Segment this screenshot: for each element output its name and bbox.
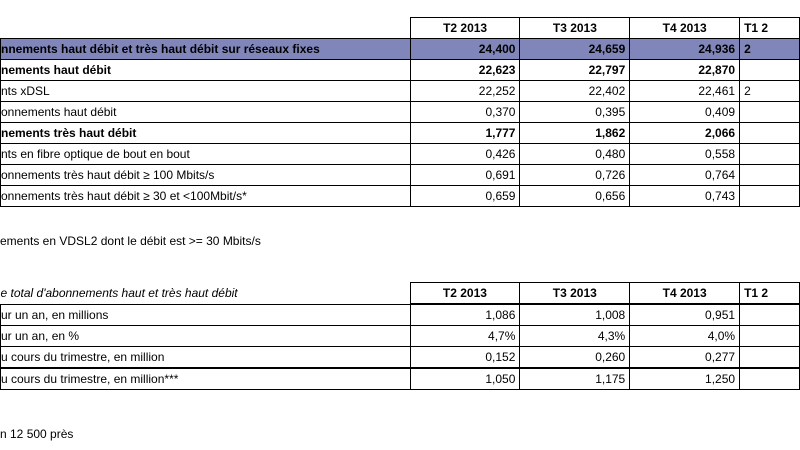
cell-value: 1,050 [410, 368, 520, 390]
row-label: onnements très haut débit ≥ 100 Mbits/s [1, 165, 411, 186]
column-header: T2 2013 [410, 18, 520, 39]
cell-value: 22,252 [410, 81, 520, 102]
cell-value: 0,951 [630, 304, 740, 326]
table-row [1, 81, 800, 102]
header-blank-cell [1, 18, 411, 39]
cell-value: 0,691 [410, 165, 520, 186]
cell-value: 22,870 [630, 60, 740, 81]
row-label: nements très haut débit [1, 123, 411, 144]
table-row [1, 186, 800, 207]
column-header: T1 2 [740, 18, 800, 39]
row-label: nements haut débit [1, 60, 411, 81]
cell-value: 0,426 [410, 144, 520, 165]
table-header-row [1, 283, 800, 305]
cell-value [740, 60, 800, 81]
cell-value [740, 144, 800, 165]
cell-value: 4,7% [410, 326, 520, 347]
cell-value: 0,726 [520, 165, 630, 186]
cell-value: 24,400 [410, 39, 520, 60]
cell-value: 1,008 [520, 304, 630, 326]
cell-value: 0,260 [520, 347, 630, 369]
table-row [1, 102, 800, 123]
cell-value [740, 347, 800, 369]
cell-value: 2 [740, 81, 800, 102]
cell-value [740, 326, 800, 347]
cell-value: 1,862 [520, 123, 630, 144]
cell-value: 22,797 [520, 60, 630, 81]
row-label: nts en fibre optique de bout en bout [1, 144, 411, 165]
table-row [1, 326, 800, 347]
table2-heading: e total d'abonnements haut et très haut débit [0, 286, 238, 300]
cell-value [740, 123, 800, 144]
cell-value: 22,461 [630, 81, 740, 102]
cell-value: 0,409 [630, 102, 740, 123]
cell-value: 22,623 [410, 60, 520, 81]
table-row [1, 39, 800, 60]
subscriptions-table [0, 17, 800, 207]
table-row [1, 165, 800, 186]
cell-value: 1,086 [410, 304, 520, 326]
cell-value [740, 186, 800, 207]
growth-table [0, 282, 800, 390]
column-header: T4 2013 [630, 18, 740, 39]
cell-value: 0,277 [630, 347, 740, 369]
cell-value [740, 102, 800, 123]
cell-value: 1,777 [410, 123, 520, 144]
cell-value: 0,152 [410, 347, 520, 369]
column-header: T1 2 [740, 283, 800, 305]
row-label: ur un an, en millions [1, 304, 411, 326]
row-label: onnements très haut débit ≥ 30 et <100Mbit/s* [1, 186, 411, 207]
cell-value [740, 304, 800, 326]
cell-value: 24,936 [630, 39, 740, 60]
column-header: T3 2013 [520, 283, 630, 305]
row-label: ur un an, en % [1, 326, 411, 347]
column-header: T4 2013 [630, 283, 740, 305]
cell-value: 0,480 [520, 144, 630, 165]
cell-value [740, 368, 800, 390]
cell-value: 0,659 [410, 186, 520, 207]
cell-value: 1,175 [520, 368, 630, 390]
cell-value: 2 [740, 39, 800, 60]
column-header: T2 2013 [410, 283, 520, 305]
cell-value: 4,0% [630, 326, 740, 347]
cell-value: 0,656 [520, 186, 630, 207]
column-header: T3 2013 [520, 18, 630, 39]
table-row [1, 144, 800, 165]
table-row [1, 123, 800, 144]
row-label: u cours du trimestre, en million [1, 347, 411, 369]
table1-footnote: ements en VDSL2 dont le débit est >= 30 Mbits/s [0, 234, 261, 248]
cell-value: 1,250 [630, 368, 740, 390]
cell-value: 22,402 [520, 81, 630, 102]
table-row [1, 304, 800, 326]
cell-value [740, 165, 800, 186]
cell-value: 0,743 [630, 186, 740, 207]
table-row [1, 60, 800, 81]
table2-footnote: n 12 500 près [0, 427, 74, 441]
table-row [1, 368, 800, 390]
cell-value: 24,659 [520, 39, 630, 60]
cell-value: 2,066 [630, 123, 740, 144]
cell-value: 0,558 [630, 144, 740, 165]
row-label: u cours du trimestre, en million*** [1, 368, 411, 390]
table-row [1, 347, 800, 369]
row-label: onnements haut débit [1, 102, 411, 123]
cell-value: 4,3% [520, 326, 630, 347]
table-header-row [1, 18, 800, 39]
cell-value: 0,764 [630, 165, 740, 186]
cell-value: 0,370 [410, 102, 520, 123]
row-label: nts xDSL [1, 81, 411, 102]
row-label: nnements haut débit et très haut débit sur réseaux fixes [1, 39, 411, 60]
cell-value: 0,395 [520, 102, 630, 123]
